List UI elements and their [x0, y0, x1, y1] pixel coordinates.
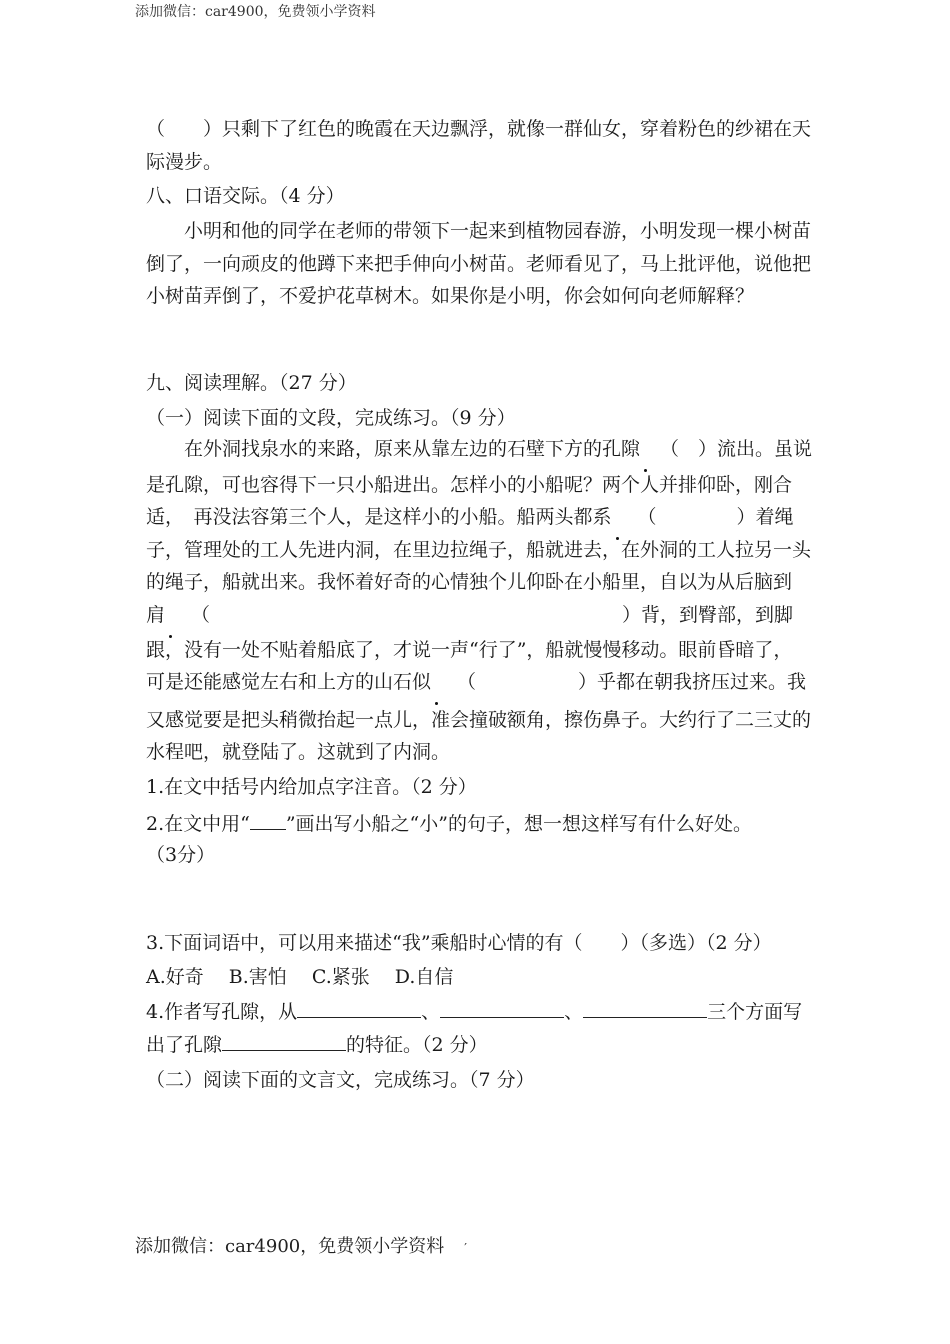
- passage-text: 适， 再没法容第三个人，是这样小的小船。船两头都系: [146, 506, 612, 528]
- part2-title: （二）阅读下面的文言文，完成练习。（7 分）: [146, 1069, 535, 1091]
- passage-text: （ ）流出。虽说: [660, 438, 813, 460]
- footer-watermark: [135, 1235, 467, 1260]
- passage-text: 可是还能感觉左右和上方的山石似: [146, 671, 432, 693]
- footer-mark: ′: [464, 1241, 467, 1255]
- passage-text: ）背，到臀部，到脚: [622, 604, 794, 626]
- question-2-score: （3分）: [146, 844, 216, 866]
- q2-text: 2.在文中用“: [146, 813, 250, 835]
- q4-text: 三个方面写: [707, 1001, 803, 1023]
- q4-text: 的特征。（2 分）: [346, 1034, 488, 1056]
- answer-blank[interactable]: [297, 999, 421, 1018]
- question-4-line2: [146, 1032, 488, 1057]
- passage-text: （: [457, 671, 477, 693]
- question-4: [146, 999, 802, 1024]
- q4-text: 出了孔隙: [146, 1034, 223, 1056]
- header-watermark: 添加微信：car4900，免费领小学资料: [135, 4, 376, 20]
- passage-line-4: 子，管理处的工人先进内洞，在里边拉绳子，船就进去，在外洞的工人拉另一头: [146, 539, 812, 561]
- footer-text: 添加微信：car4900，免费领小学资料: [135, 1236, 445, 1257]
- passage-text: 肩: [146, 604, 166, 626]
- q4-text: 4.作者写孔隙，从: [146, 1001, 298, 1023]
- answer-blank[interactable]: [222, 1032, 346, 1051]
- passage-line-3: [146, 505, 794, 529]
- section8-p1: 小明和他的同学在老师的带领下一起来到植物园春游，小明发现一棵小树苗: [146, 220, 812, 242]
- passage-line-1: [146, 437, 812, 461]
- passage-line-5: 的绳子，船就出来。我怀着好奇的心情独个儿仰卧在小船里，自以为从后脑到: [146, 571, 793, 593]
- q2-underline-sample: [250, 811, 286, 830]
- passage-text: ）着绳: [736, 506, 794, 528]
- q4-text: 、: [421, 1001, 441, 1023]
- sec7-line2: 际漫步。: [146, 151, 223, 173]
- q2-text: ”画出写小船之“小”的句子，想一想这样写有什么好处。: [285, 813, 752, 835]
- section8-p3: 小树苗弄倒了，不爱护花草树木。如果你是小明，你会如何向老师解释？: [146, 285, 755, 307]
- section8-p2: 倒了，一向顽皮的他蹲下来把手伸向小树苗。老师看见了，马上批评他，说他把: [146, 253, 812, 275]
- passage-line-8: [146, 670, 806, 694]
- passage-line-9: 又感觉要是把头稍微抬起一点儿，准会撞破额角，擦伤鼻子。大约行了二三丈的: [146, 709, 812, 731]
- sec7-line1: （ ）只剩下了红色的晚霞在天边飘浮，就像一群仙女，穿着粉色的纱裙在天: [146, 118, 812, 140]
- passage-text: ）乎都在朝我挤压过来。我: [578, 671, 807, 693]
- passage-text: （: [637, 506, 657, 528]
- section9-title: 九、阅读理解。（27 分）: [146, 372, 357, 394]
- question-3: 3.下面词语中，可以用来描述“我”乘船时心情的有（ ）（多选）（2 分）: [146, 932, 772, 954]
- q4-text: 、: [564, 1001, 584, 1023]
- question-3-options: A.好奇 B.害怕 C.紧张 D.自信: [146, 966, 454, 988]
- section8-title: 八、口语交际。（4 分）: [146, 185, 345, 207]
- question-1: 1.在文中括号内给加点字注音。（2 分）: [146, 776, 477, 798]
- passage-line-10: 水程吧，就登陆了。这就到了内洞。: [146, 741, 451, 763]
- passage-line-6: [146, 603, 793, 627]
- passage-line-7: 跟，没有一处不贴着船底了，才说一声“行了”，船就慢慢移动。眼前昏暗了，: [146, 639, 793, 661]
- passage-line-2: 是孔隙，可也容得下一只小船进出。怎样小的小船呢？两个人并排仰卧，刚合: [146, 474, 793, 496]
- answer-blank[interactable]: [583, 999, 707, 1018]
- answer-blank[interactable]: [440, 999, 564, 1018]
- passage-text: （: [191, 604, 211, 626]
- part1-title: （一）阅读下面的文段，完成练习。（9 分）: [146, 407, 516, 429]
- question-2: [146, 811, 752, 836]
- passage-text: 在外洞找泉水的来路，原来从靠左边的石壁下方的孔隙: [146, 438, 641, 460]
